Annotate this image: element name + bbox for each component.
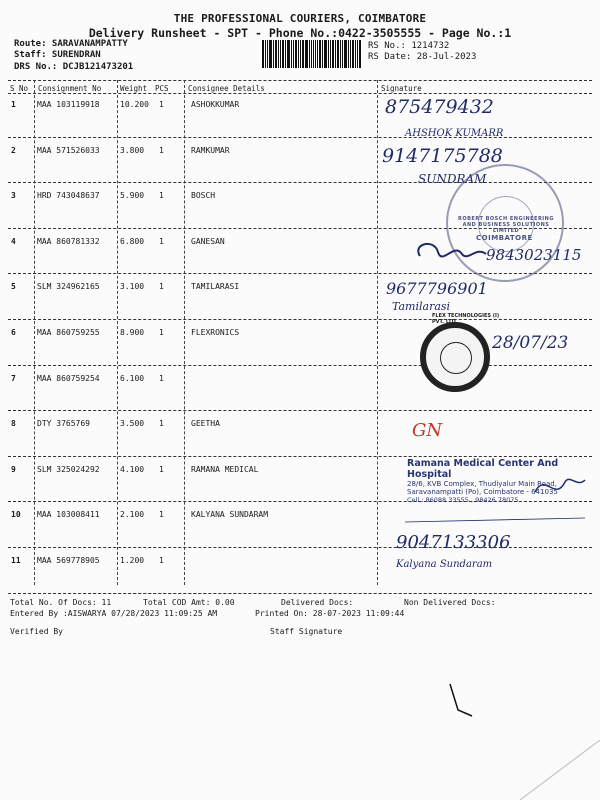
barcode-bar [293, 40, 294, 68]
row-consignee: TAMILARASI [191, 282, 240, 292]
barcode-bar [344, 40, 347, 68]
total-cod: Total COD Amt: 0.00 [143, 598, 235, 607]
barcode-bar [273, 40, 274, 68]
row-weight: 5.900 [120, 191, 145, 201]
row-sno: 9 [11, 464, 16, 474]
barcode-bar [352, 40, 354, 68]
delivered-docs: Delivered Docs: [281, 598, 354, 607]
barcode-bar [282, 40, 284, 68]
flex-company-seal [420, 313, 500, 392]
staff-signature: Staff Signature [270, 627, 343, 636]
row-sno: 7 [11, 373, 16, 383]
barcode-bar [298, 40, 299, 68]
row-weight: 4.100 [120, 464, 145, 474]
barcode-bar [350, 40, 351, 68]
non-delivered-docs: Non Delivered Docs: [404, 598, 496, 607]
row-pcs: 1 [159, 282, 164, 292]
company-name: THE PROFESSIONAL COURIERS, COIMBATORE [173, 12, 427, 25]
row-consignee: RAMANA MEDICAL [191, 464, 259, 474]
barcode-bar [280, 40, 281, 68]
bosch-stamp-city: COIMBATORE [476, 234, 533, 242]
row-sno: 5 [11, 282, 16, 292]
signature-row8-mark: GN [412, 420, 443, 441]
barcode-bar [265, 40, 266, 68]
hospital-stamp-address2: Saravanampatti (Po), Coimbatore - 641035 [407, 488, 558, 496]
barcode-bar [315, 40, 316, 68]
row-weight: 1.200 [120, 556, 145, 565]
row-consignment: MAA 103008411 [37, 510, 100, 520]
bosch-stamp-text: ROBERT BOSCH ENGINEERING AND BUSINESS SOLUTIONS LIMITED [458, 216, 554, 234]
barcode-bar [262, 40, 264, 68]
row-consignee: ASHOKKUMAR [191, 100, 240, 109]
signature-row4-scribble [412, 236, 492, 276]
row-consignment: MAA 860759255 [37, 328, 100, 337]
barcode-bar [295, 40, 297, 68]
row-sno: 11 [11, 556, 21, 565]
barcode-bar [359, 40, 361, 68]
barcode-bar [287, 40, 290, 68]
col-divider [34, 80, 35, 585]
col-header-weight: Weight [120, 84, 148, 93]
pen-mark [440, 680, 480, 720]
seal-core [440, 342, 472, 374]
barcode-bar [313, 40, 315, 68]
rs-number: RS No.: 1214732 [368, 41, 450, 51]
rs-date: RS Date: 28-Jul-2023 [368, 52, 477, 62]
row-pcs: 1 [159, 464, 164, 474]
hospital-stamp-address1: 28/6, KVB Complex, Thudiyalur Main Road, [407, 480, 557, 488]
row-weight: 8.900 [120, 328, 145, 337]
barcode-bar [322, 40, 323, 68]
row-consignment: SLM 324962165 [37, 282, 100, 292]
row-sno: 8 [11, 419, 16, 429]
row-consignment: MAA 860781332 [37, 236, 100, 246]
barcode [262, 40, 362, 68]
barcode-bar [328, 40, 329, 68]
row-separator [8, 319, 592, 320]
row-weight: 3.100 [120, 282, 145, 292]
signature-row5-name: Tamilarasi [392, 300, 451, 313]
row-pcs: 1 [159, 510, 164, 520]
row-separator [8, 137, 592, 138]
signature-row4-phone: 9843023115 [486, 246, 582, 264]
row-pcs: 1 [159, 100, 164, 109]
col-header-consignment: Consignment No [38, 84, 102, 93]
row-pcs: 1 [159, 419, 164, 429]
row-separator [8, 365, 592, 366]
table-top-rule [8, 80, 592, 81]
row-consignment: MAA 860759254 [37, 373, 100, 383]
row-weight: 3.800 [120, 145, 145, 155]
row-separator [8, 456, 592, 457]
row-pcs: 1 [159, 236, 164, 246]
row-consignee: GEETHA [191, 419, 220, 429]
footer-top-rule [8, 593, 592, 594]
barcode-bar [340, 40, 341, 68]
row-consignee: RAMKUMAR [191, 145, 230, 155]
col-header-consignee: Consignee Details [188, 84, 265, 93]
barcode-bar [291, 40, 292, 68]
col-header-pcs: PCS [155, 84, 169, 93]
row-consignment: MAA 571526033 [37, 145, 100, 155]
row-consignment: MAA 103119918 [37, 100, 100, 109]
signature-row9-scribble [395, 462, 595, 532]
signature-row3-name: SUNDRAM [418, 172, 487, 186]
staff-label: Staff: SURENDRAN [14, 50, 101, 60]
barcode-bar [269, 40, 272, 68]
row-sno: 2 [11, 145, 16, 155]
row-consignee: BOSCH [191, 191, 216, 201]
signature-row1-phone: 875479432 [385, 96, 494, 118]
row-sno: 1 [11, 100, 16, 109]
page-corner-fold [520, 740, 600, 800]
signature-row2-phone: 9147175788 [382, 145, 503, 167]
table-header-rule [8, 93, 592, 94]
row-consignment: SLM 325024292 [37, 464, 100, 474]
row-weight: 6.800 [120, 236, 145, 246]
barcode-bar [357, 40, 358, 68]
barcode-bar [332, 40, 334, 68]
hospital-stamp-cell: Cell : 86088 33555 , 98426 78075 [407, 496, 519, 504]
printed-on: Printed On: 28-07-2023 11:09:44 [255, 609, 405, 618]
signature-row5-phone: 9677796901 [386, 279, 488, 298]
hospital-stamp-name: Ramana Medical Center And Hospital [407, 458, 559, 480]
row-weight: 6.100 [120, 373, 145, 383]
row-weight: 3.500 [120, 419, 145, 429]
signature-row1-name: AHSHOK KUMARR [405, 128, 504, 139]
row-sno: 6 [11, 328, 16, 337]
row-consignment: HRD 743048637 [37, 191, 100, 201]
barcode-bar [342, 40, 343, 68]
row-weight: 10.200 [120, 100, 149, 109]
row-pcs: 1 [159, 191, 164, 201]
row-pcs: 1 [159, 556, 164, 565]
signature-row6-date: 28/07/23 [492, 333, 569, 353]
barcode-bar [309, 40, 310, 68]
col-divider [117, 80, 118, 585]
row-pcs: 1 [159, 328, 164, 337]
flex-seal-text: FLEX TECHNOLOGIES (I) PVT. LTD. [432, 313, 500, 325]
row-sno: 3 [11, 191, 16, 201]
signature-row11-name: Kalyana Sundaram [396, 559, 493, 570]
row-weight: 2.100 [120, 510, 145, 520]
row-sno: 4 [11, 236, 16, 246]
row-separator [8, 410, 592, 411]
entered-by: Entered By :AISWARYA 07/28/2023 11:09:25 AM [10, 609, 218, 618]
barcode-bar [278, 40, 279, 68]
col-header-sno: S No [10, 84, 29, 93]
drs-number: DRS No.: DCJB121473201 [14, 62, 134, 72]
barcode-bar [330, 40, 331, 68]
row-consignment: DTY 3765769 [37, 419, 90, 429]
col-divider [184, 80, 185, 585]
barcode-bar [337, 40, 339, 68]
row-consignment: MAA 569778905 [37, 556, 100, 565]
row-consignee: GANESAN [191, 236, 225, 246]
signature-row10-phone: 9047133306 [396, 532, 511, 553]
barcode-bar [300, 40, 301, 68]
barcode-bar [317, 40, 318, 68]
barcode-bar [324, 40, 327, 68]
col-header-signature: Signature [381, 84, 422, 93]
barcode-bar [319, 40, 321, 68]
row-pcs: 1 [159, 145, 164, 155]
barcode-bar [335, 40, 336, 68]
row-consignee: KALYANA SUNDARAM [191, 510, 269, 520]
barcode-bar [305, 40, 308, 68]
route-label: Route: SARAVANAMPATTY [14, 39, 128, 49]
barcode-bar [285, 40, 286, 68]
col-divider [377, 80, 378, 585]
barcode-bar [267, 40, 268, 68]
row-sno: 10 [11, 510, 21, 520]
row-consignee: FLEXRONICS [191, 328, 240, 337]
barcode-bar [348, 40, 349, 68]
verified-by: Verified By [10, 627, 63, 636]
barcode-bar [275, 40, 277, 68]
barcode-bar [355, 40, 356, 68]
runsheet-title: Delivery Runsheet - SPT - Phone No.:0422-3505555 - Page No.:1 [88, 26, 512, 40]
total-docs: Total No. Of Docs: 11 [10, 598, 112, 607]
barcode-bar [302, 40, 304, 68]
row-pcs: 1 [159, 373, 164, 383]
barcode-bar [311, 40, 312, 68]
